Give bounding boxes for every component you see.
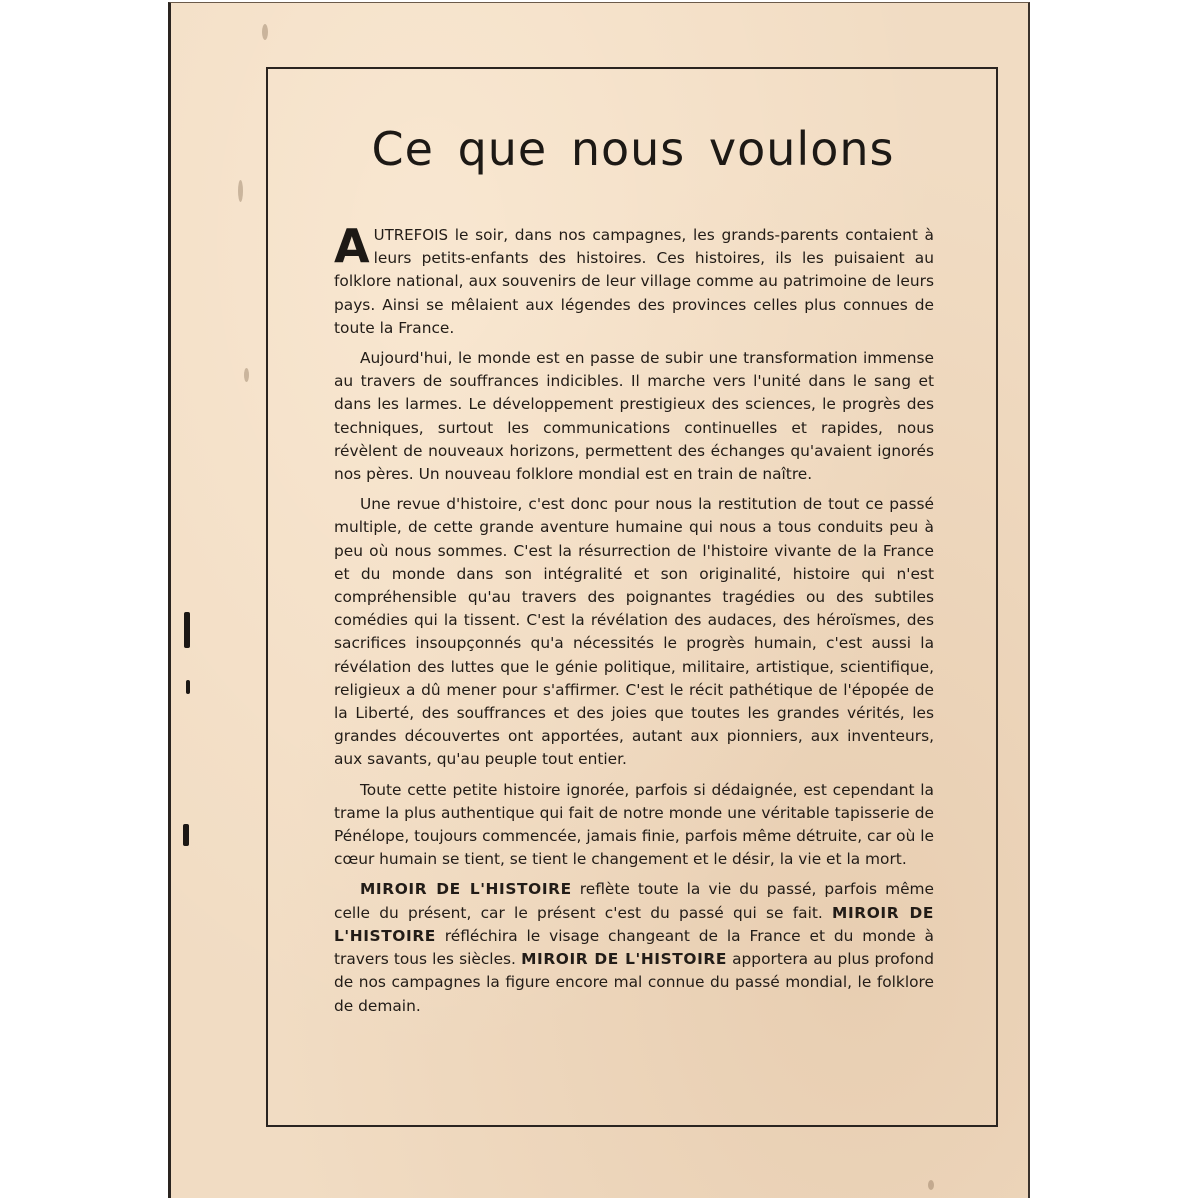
paper-stain	[928, 1180, 934, 1190]
page-title: Ce que nous voulons	[371, 122, 895, 176]
article-body	[334, 219, 935, 1025]
paper-stain	[262, 24, 268, 40]
paper-stain	[244, 368, 249, 382]
binding-mark	[186, 680, 190, 694]
publication-name: MIROIR DE L'HISTOIRE	[521, 950, 727, 969]
binding-mark	[184, 612, 190, 648]
publication-name: MIROIR DE L'HISTOIRE	[360, 880, 572, 899]
paper-stain	[238, 180, 243, 202]
paragraph-text: le soir, dans nos campagnes, les grands-parents contaient à leurs petits-enfants des histoires. Ces histoires, ils les puisaient au folklore national, aux souvenirs de leur village comme au patrimoine de leurs pays. Ainsi se mêlaient aux légendes des provinces celles plus connues de toute la France.	[334, 226, 934, 337]
paragraph-closing	[334, 878, 934, 1017]
publication-name: MIROIR DE L'HISTOIRE	[334, 903, 934, 945]
paragraph-text: reflète toute la vie du passé, parfois même celle du présent, car le présent c'est du passé qui se fait.	[334, 880, 935, 922]
binding-mark	[183, 824, 189, 846]
paragraph-text: apportera au plus profond de nos campagnes la figure encore mal connue du passé mondial, le folklore de demain.	[334, 950, 934, 1015]
paragraph-text: réfléchira le visage changeant de la France et du monde à travers tous les siècles.	[334, 926, 934, 969]
paragraph: Aujourd'hui, le monde est en passe de subir une transformation immense au travers de souffrances indicibles. Il marche vers l'unité dans le sang et dans les larmes. Le développement prestigieux des sciences, le progrès des techniques, surtout les communications continuelles et rapides, nous révèlent de nouveaux horizons, permettent des échanges qu'avaient ignorés nos pères. Un nouveau folklore mondial est en train de naître.	[334, 349, 934, 484]
paragraph: Une revue d'histoire, c'est donc pour nous la restitution de tout ce passé multiple, de cette grande aventure humaine qui nous a tous conduits peu à peu où nous sommes. C'est la résurrection de l'histoire vivante de la France et du monde dans son intégralité et son originalité, histoire qui n'est compréhensible qu'au travers des poignantes tragédies ou des subtiles comédies qui la tissent. C'est la révélation des audaces, des héroïsmes, des sacrifices insoupçonnés qu'a nécessités le progrès humain, c'est aussi la révélation des luttes que le génie politique, militaire, artistique, scientifique, religieux a dû mener pour s'affirmer. C'est le récit pathétique de l'épopée de la Liberté, des souffrances et des joies que toutes les grandes vérités, les grandes découvertes ont apportées, autant aux pionniers, aux inventeurs, aux savants, qu'au peuple tout entier.	[334, 495, 934, 769]
paragraph-intro	[334, 219, 934, 340]
paragraph: Toute cette petite histoire ignorée, parfois si dédaignée, est cependant la trame la plus authentique qui fait de notre monde une véritable tapisserie de Pénélope, toujours commencée, jamais finie, parfois même détruite, car où le cœur humain se tient, se tient le changement et le désir, la vie et la mort.	[334, 780, 934, 869]
opening-word: UTREFOIS	[373, 226, 449, 244]
drop-cap: A	[334, 219, 370, 273]
